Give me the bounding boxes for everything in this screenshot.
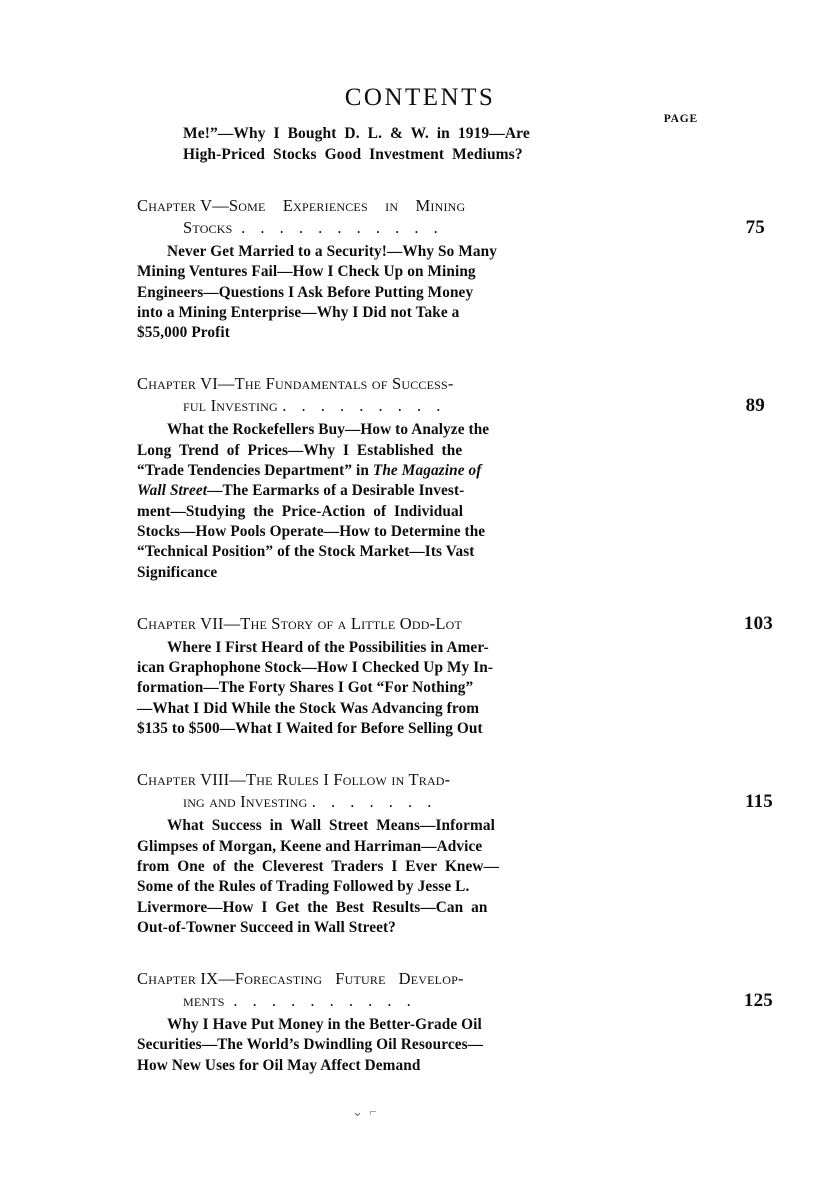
line: Chapter IX—Forecasting Future Develop-	[137, 969, 464, 989]
line: “Trade Tendencies Department” in The Magazine of	[137, 462, 482, 480]
line: Where I First Heard of the Possibilities in Amer-	[167, 638, 489, 656]
line: Long Trend of Prices—Why I Established the	[137, 441, 463, 459]
toc-entry-chapter-v[interactable]	[137, 195, 765, 343]
toc-entry-description	[137, 638, 703, 739]
line: Livermore—How I Get the Best Results—Can an	[137, 898, 488, 916]
line: —What I Did While the Stock Was Advancing from	[137, 699, 480, 717]
toc-entry-description	[137, 420, 703, 582]
line: Wall Street—The Earmarks of a Desirable Invest-	[137, 482, 465, 500]
line: into a Mining Enterprise—Why I Did not Take a	[137, 303, 460, 321]
toc-page-number: 75	[745, 217, 765, 238]
line: Chapter VI—The Fundamentals of Success-	[137, 374, 454, 394]
line: What Success in Wall Street Means—Informal	[167, 817, 495, 835]
line: ful Investing . . . . . . . . . 89	[183, 395, 765, 417]
line: ing and Investing . . . . . . . 115	[183, 791, 773, 813]
toc-entry-heading	[137, 769, 773, 813]
line: Me!”—Why I Bought D. L. & W. in 1919—Are	[183, 125, 530, 142]
line: $55,000 Profit	[137, 324, 230, 342]
page-title: CONTENTS	[344, 84, 496, 111]
line: What the Rockefellers Buy—How to Analyze the	[167, 421, 490, 439]
line: ican Graphophone Stock—How I Checked Up My In-	[137, 659, 494, 677]
toc-page-number: 125	[743, 990, 773, 1012]
line: Mining Ventures Fail—How I Check Up on Mining	[137, 263, 476, 281]
line: Chapter VIII—The Rules I Follow in Trad-	[137, 770, 451, 790]
line: “Technical Position” of the Stock Market—Its Vast	[137, 543, 475, 561]
page-column-label: PAGE	[663, 113, 698, 125]
line: Chapter V—Some Experiences in Mining	[137, 196, 466, 215]
toc-body	[137, 112, 773, 1076]
toc-entry-chapter-vii[interactable]	[137, 612, 773, 739]
continued-entry	[137, 124, 703, 165]
line: Why I Have Put Money in the Better-Grade Oil	[167, 1016, 482, 1034]
continued-entry-text	[137, 124, 703, 165]
toc-entry-description	[137, 816, 703, 938]
toc-entry-chapter-ix[interactable]	[137, 968, 773, 1076]
toc-entry-heading	[137, 968, 773, 1012]
line: formation—The Forty Shares I Got “For Nothing”	[137, 679, 474, 697]
toc-entry-description	[137, 242, 703, 343]
line: Engineers—Questions I Ask Before Putting Money	[137, 283, 474, 301]
line: ments . . . . . . . . . . 125	[183, 990, 773, 1012]
toc-entry-chapter-vi[interactable]	[137, 373, 765, 582]
toc-entry-heading	[137, 195, 765, 239]
line: How New Uses for Oil May Affect Demand	[137, 1056, 421, 1074]
line: Stocks—How Pools Operate—How to Determine the	[137, 522, 486, 540]
line: from One of the Cleverest Traders I Ever Knew—	[137, 857, 499, 875]
line: Stocks . . . . . . . . . . . 75	[183, 217, 765, 238]
toc-entry-heading	[137, 612, 773, 635]
toc-page-number: 89	[745, 395, 765, 417]
toc-entry-chapter-viii[interactable]	[137, 769, 773, 938]
line: Glimpses of Morgan, Keene and Harriman—Advice	[137, 837, 483, 855]
toc-entry-description	[137, 1015, 703, 1076]
toc-page-number: 115	[744, 791, 773, 813]
toc-page-number: 103	[743, 612, 773, 634]
line: ment—Studying the Price-Action of Individual	[137, 502, 464, 520]
toc-entry-heading	[137, 373, 765, 417]
page-smudge-mark: ⌄ ⌐	[352, 1104, 377, 1119]
line: Out-of-Towner Succeed in Wall Street?	[137, 918, 396, 936]
line: Never Get Married to a Security!—Why So Many	[167, 243, 497, 260]
line: High-Priced Stocks Good Investment Mediums?	[183, 145, 523, 163]
line: Chapter VII—The Story of a Little Odd-Lot 103	[137, 612, 773, 634]
line: Securities—The World’s Dwindling Oil Resources—	[137, 1036, 484, 1054]
line: $135 to $500—What I Waited for Before Selling Out	[137, 720, 483, 738]
line: Some of the Rules of Trading Followed by Jesse L.	[137, 878, 470, 896]
line: Significance	[137, 563, 218, 581]
